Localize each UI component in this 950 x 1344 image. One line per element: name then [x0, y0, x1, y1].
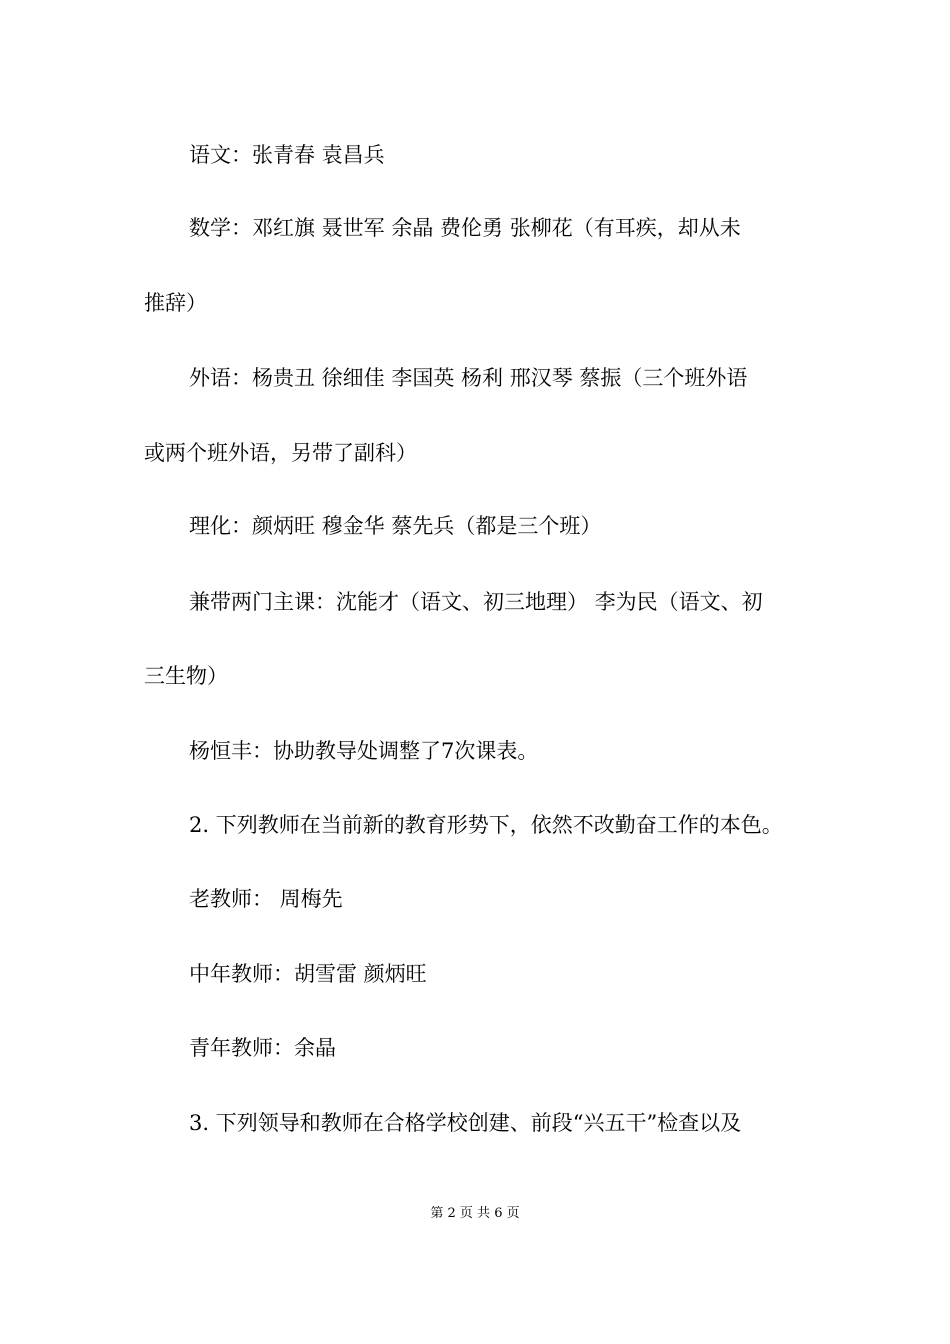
paragraph-line: 外语：杨贵丑 徐细佳 李国英 杨利 邢汉琴 蔡振（三个班外语 [189, 366, 748, 390]
paragraph-line: 数学：邓红旗 聂世军 余晶 费伦勇 张柳花（有耳疾，却从未 [189, 216, 741, 240]
paragraph-line: 或两个班外语，另带了副科） [144, 441, 417, 465]
paragraph-line: 2. 下列教师在当前新的教育形势下，依然不改勤奋工作的本色。 [189, 813, 783, 837]
page-number-footer: 第 2 页 共 6 页 [430, 1206, 520, 1221]
paragraph-line: 中年教师：胡雪雷 颜炳旺 [189, 962, 427, 986]
paragraph-line: 3. 下列领导和教师在合格学校创建、前段“兴五干”检查以及 [189, 1111, 742, 1135]
paragraph-line: 老教师： 周梅先 [189, 887, 343, 911]
paragraph-line: 兼带两门主课：沈能才（语文、初三地理） 李为民（语文、初 [189, 590, 763, 614]
paragraph-line: 语文：张青春 袁昌兵 [189, 143, 385, 167]
paragraph-line: 三生物） [144, 664, 228, 688]
paragraph-line: 青年教师：余晶 [189, 1036, 336, 1060]
paragraph-line: 杨恒丰：协助教导处调整了7次课表。 [189, 739, 539, 763]
paragraph-line: 理化：颜炳旺 穆金华 蔡先兵（都是三个班） [189, 514, 602, 538]
paragraph-line: 推辞） [144, 291, 207, 315]
